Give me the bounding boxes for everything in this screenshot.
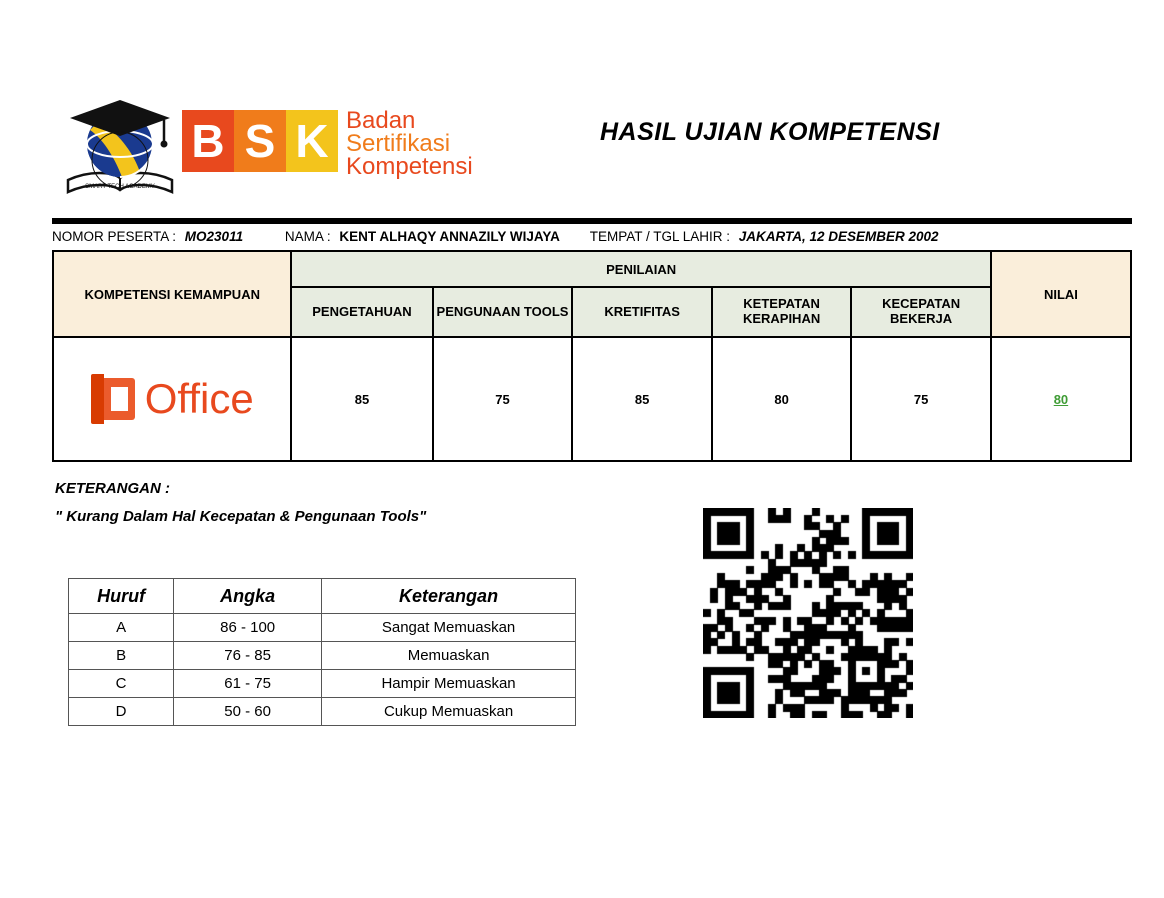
bsk-word-badan: Badan <box>346 107 416 134</box>
table-row <box>69 642 576 670</box>
bsk-letter-b: B <box>182 110 234 172</box>
graduation-cap-icon <box>60 92 180 202</box>
col-header-nilai: NILAI <box>991 251 1131 337</box>
keterangan-label: KETERANGAN : <box>55 480 170 497</box>
microsoft-office-icon <box>91 374 135 424</box>
score-kretifitas: 85 <box>572 337 711 461</box>
grade-range: 86 - 100 <box>174 614 322 642</box>
keterangan-note: " Kurang Dalam Hal Kecepatan & Pengunaan Tools" <box>55 508 427 525</box>
competency-cell-office <box>53 337 291 461</box>
bsk-word-kompetensi: Kompetensi <box>346 152 473 180</box>
nomor-peserta-label: NOMOR PESERTA : <box>52 228 177 244</box>
col-header-pengunaan-tools: PENGUNAAN TOOLS <box>433 287 573 337</box>
grade-letter: B <box>69 642 174 670</box>
col-header-kecepatan-bekerja: KECEPATAN BEKERJA <box>851 287 991 337</box>
grade-col-huruf: Huruf <box>69 579 174 614</box>
score-table <box>52 250 1132 462</box>
table-row <box>69 698 576 726</box>
bsk-letter-s: S <box>234 110 286 172</box>
participant-info <box>52 228 1132 250</box>
header-divider <box>52 218 1132 224</box>
grade-description: Memuaskan <box>322 642 576 670</box>
final-score: 80 <box>991 337 1131 461</box>
table-header-row-1 <box>53 251 1131 287</box>
brand-logo <box>60 80 520 200</box>
nomor-peserta-value: MO23011 <box>184 228 244 244</box>
nama-label: NAMA : <box>284 228 331 244</box>
tempat-tgl-lahir-label: TEMPAT / TGL LAHIR : <box>589 228 730 244</box>
grade-letter: D <box>69 698 174 726</box>
score-ketepatan-kerapihan: 80 <box>712 337 851 461</box>
bsk-letter-k: K <box>286 110 338 172</box>
document-header <box>0 70 1164 200</box>
grade-scale-table <box>68 578 576 726</box>
col-group-penilaian: PENILAIAN <box>291 251 990 287</box>
nama-value: KENT ALHAQY ANNAZILY WIJAYA <box>339 228 560 244</box>
score-kecepatan-bekerja: 75 <box>851 337 991 461</box>
score-pengunaan-tools: 75 <box>433 337 573 461</box>
score-pengetahuan: 85 <box>291 337 432 461</box>
competency-label: Office <box>144 375 254 422</box>
grade-range: 76 - 85 <box>174 642 322 670</box>
bsk-word-sertifikasi: Sertifikasi <box>346 129 451 157</box>
grade-header-row <box>69 579 576 614</box>
grade-description: Cukup Memuaskan <box>322 698 576 726</box>
tempat-tgl-lahir-value: JAKARTA, 12 DESEMBER 2002 <box>738 228 939 244</box>
table-row <box>69 614 576 642</box>
grade-letter: C <box>69 670 174 698</box>
svg-text:SMART TECH ACADEMY: SMART TECH ACADEMY <box>85 184 155 190</box>
qr-code-image <box>703 508 913 718</box>
col-header-kretifitas: KRETIFITAS <box>572 287 711 337</box>
grade-description: Hampir Memuaskan <box>322 670 576 698</box>
table-row <box>53 337 1131 461</box>
col-header-ketepatan-kerapihan: KETEPATAN KERAPIHAN <box>712 287 851 337</box>
grade-range: 61 - 75 <box>174 670 322 698</box>
table-row <box>69 670 576 698</box>
grade-col-angka: Angka <box>174 579 322 614</box>
grade-col-keterangan: Keterangan <box>322 579 576 614</box>
col-header-kompetensi: KOMPETENSI KEMAMPUAN <box>53 251 291 337</box>
bsk-wordmark <box>182 107 473 180</box>
qr-code <box>703 508 913 718</box>
page-title: HASIL UJIAN KOMPETENSI <box>600 118 940 146</box>
grade-letter: A <box>69 614 174 642</box>
grade-description: Sangat Memuaskan <box>322 614 576 642</box>
col-header-pengetahuan: PENGETAHUAN <box>291 287 432 337</box>
grade-range: 50 - 60 <box>174 698 322 726</box>
